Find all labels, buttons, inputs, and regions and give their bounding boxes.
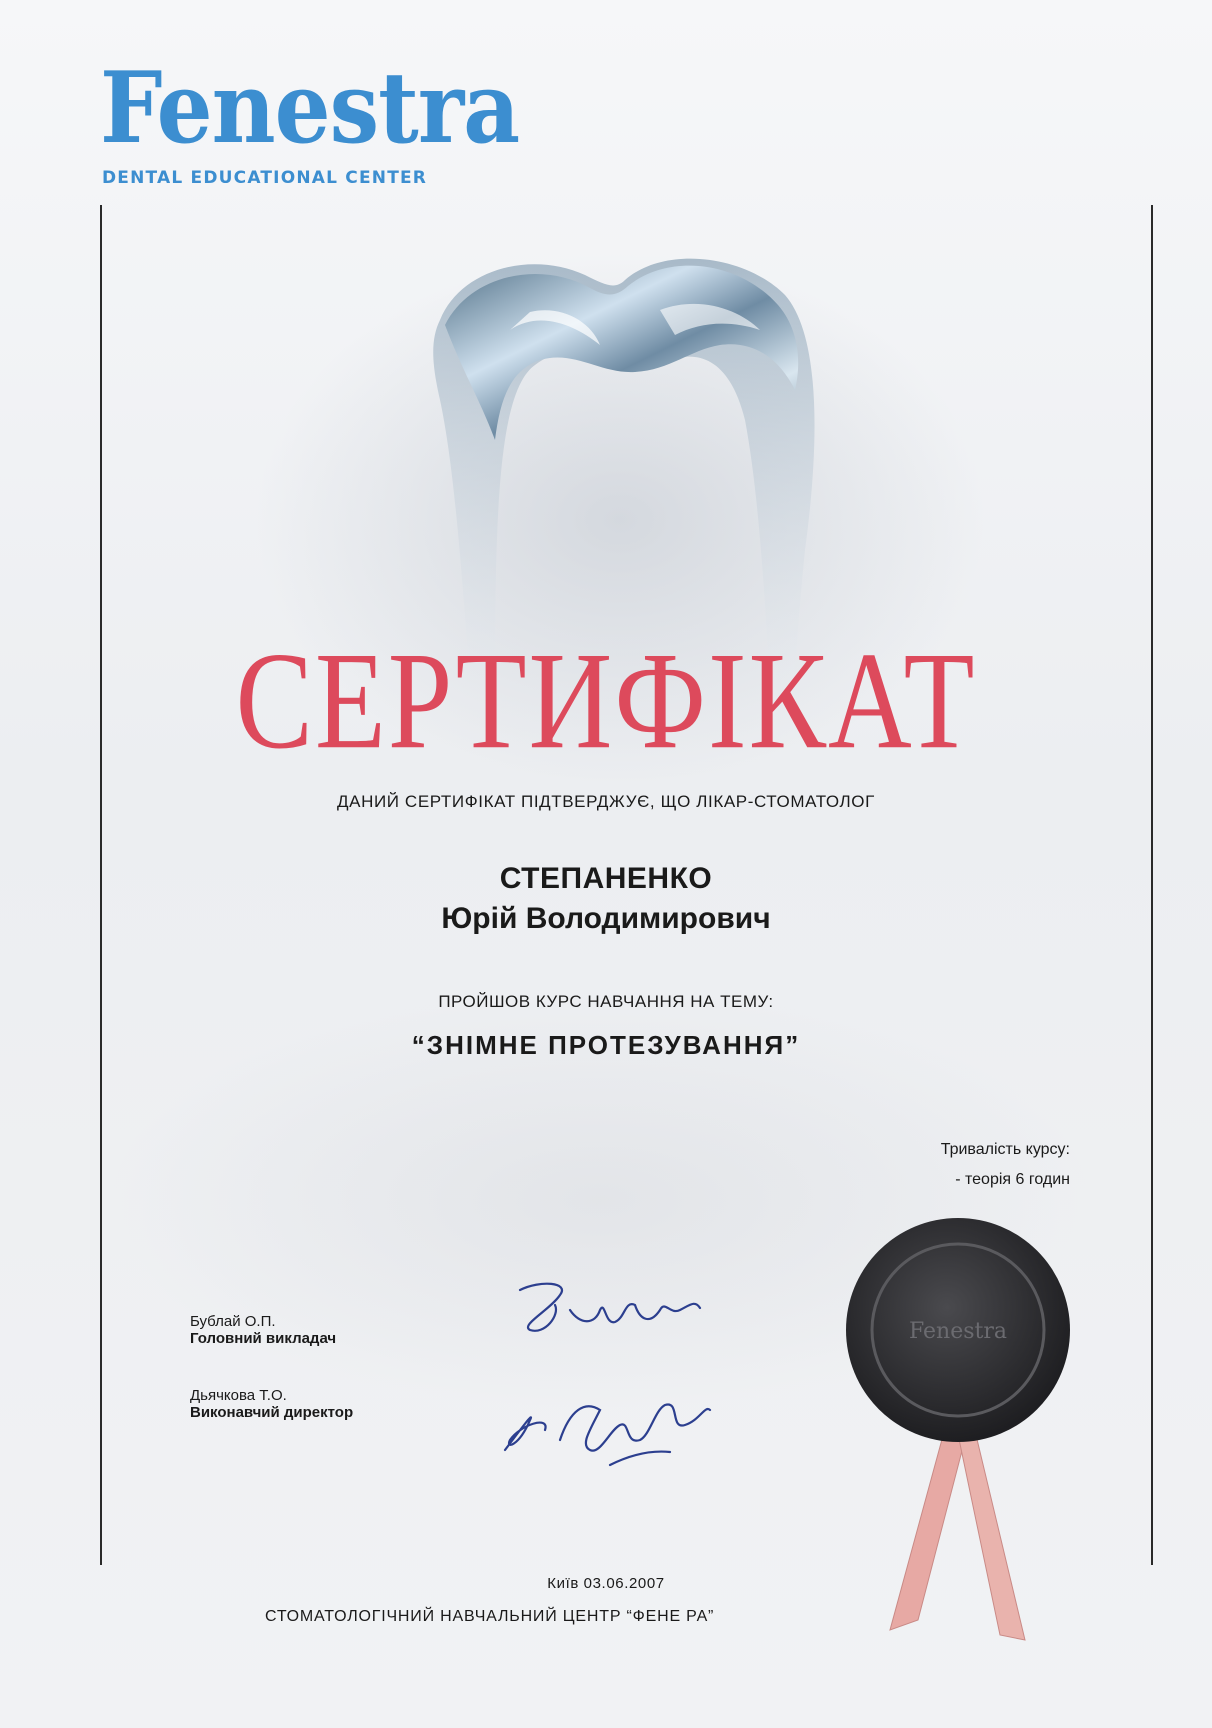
center-name: СТОМАТОЛОГІЧНИЙ НАВЧАЛЬНИЙ ЦЕНТР “ФЕНЕ РА” xyxy=(265,1608,715,1625)
signer-1 xyxy=(190,1313,336,1347)
signer-2 xyxy=(190,1387,353,1421)
duration-label: Тривалість курсу: xyxy=(940,1141,1070,1158)
logo-subtitle: DENTAL EDUCATIONAL CENTER xyxy=(102,168,428,188)
recipient-given-names: Юрій Володимирович xyxy=(441,902,771,935)
recipient-surname: СТЕПАНЕНКО xyxy=(499,862,713,895)
signer-2-name: Дьячкова Т.О. xyxy=(190,1387,287,1404)
fenestra-logo xyxy=(100,49,520,188)
confirm-text: ДАНИЙ СЕРТИФІКАТ ПІДТВЕРДЖУЄ, ЩО ЛІКАР-СТОМАТОЛОГ xyxy=(337,792,875,811)
signer-1-role: Головний викладач xyxy=(190,1330,337,1347)
logo-name: Fenestra xyxy=(100,49,520,166)
tooth-icon xyxy=(400,250,840,680)
city-date: Київ 03.06.2007 xyxy=(547,1575,665,1592)
certificate-title: СЕРТИФІКАТ xyxy=(235,624,977,779)
passed-course-text: ПРОЙШОВ КУРС НАВЧАННЯ НА ТЕМУ: xyxy=(438,992,774,1011)
course-duration xyxy=(860,1135,1070,1195)
seal-text: Fenestra xyxy=(908,1319,1008,1344)
signature-2 xyxy=(490,1370,720,1470)
signature-1 xyxy=(500,1270,720,1350)
duration-theory: - теорія 6 годин xyxy=(955,1171,1070,1188)
course-topic: “ЗНІМНЕ ПРОТЕЗУВАННЯ” xyxy=(411,1030,801,1060)
signer-2-role: Виконавчий директор xyxy=(190,1404,354,1421)
signer-1-name: Бублай О.П. xyxy=(190,1313,276,1330)
